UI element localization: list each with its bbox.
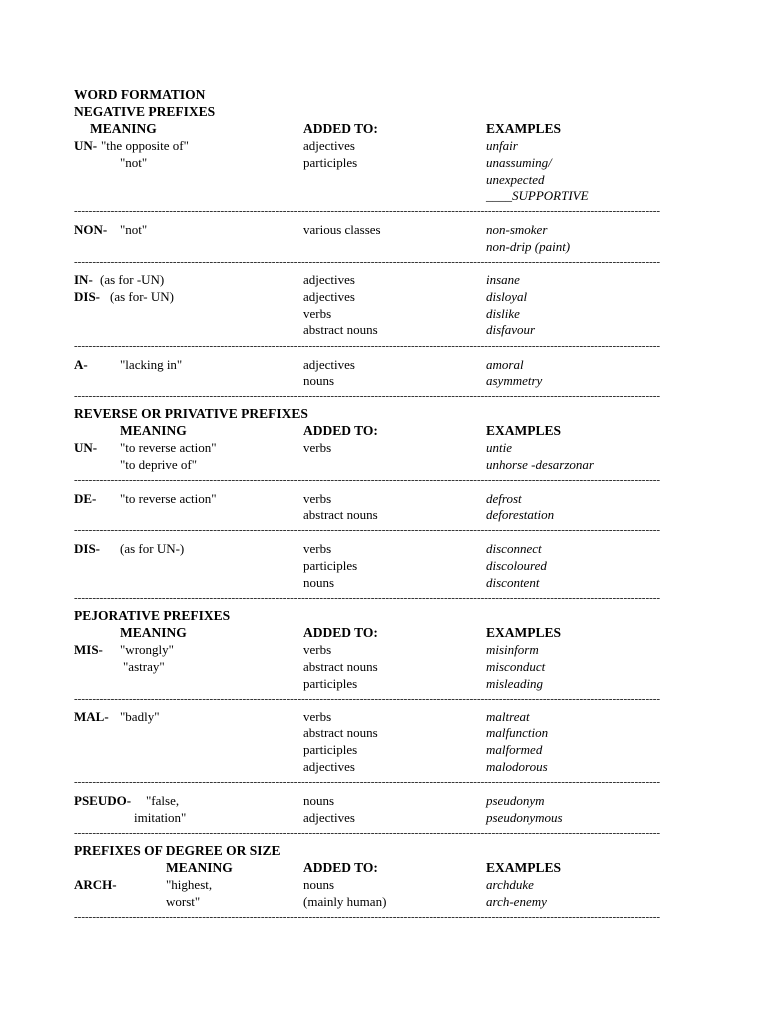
section-title: NEGATIVE PREFIXES xyxy=(74,104,216,119)
meaning-header: MEANING xyxy=(90,121,157,136)
example-cell: pseudonym xyxy=(486,793,545,808)
meaning-header: MEANING xyxy=(166,860,233,875)
prefix-label: DIS- xyxy=(74,289,101,304)
added-to-cell: abstract nouns xyxy=(303,507,378,522)
prefix-label: IN- xyxy=(74,272,93,287)
section-title: PEJORATIVE PREFIXES xyxy=(74,608,231,623)
meaning-cell: imitation" xyxy=(134,810,187,825)
prefix-label: UN- xyxy=(74,440,98,455)
example-cell: discontent xyxy=(486,575,540,590)
meaning-cell: "to reverse action" xyxy=(120,491,217,506)
separator-line: ---------------------------------------------------------------------------------------------------------------------------------------------------------------- xyxy=(74,912,661,923)
prefix-label: MAL- xyxy=(74,709,109,724)
separator-line: ---------------------------------------------------------------------------------------------------------------------------------------------------------------- xyxy=(74,593,661,604)
example-cell: non-smoker xyxy=(486,222,548,237)
added-to-cell: nouns xyxy=(303,575,335,590)
added-to-cell: verbs xyxy=(303,306,332,321)
example-cell: pseudonymous xyxy=(486,810,563,825)
example-cell: deforestation xyxy=(486,507,555,522)
example-cell: misleading xyxy=(486,676,544,691)
example-cell: unhorse -desarzonar xyxy=(486,457,594,472)
added-to-cell: participles xyxy=(303,558,358,573)
example-cell: malfunction xyxy=(486,725,549,740)
example-cell: non-drip (paint) xyxy=(486,239,571,254)
separator-line: ---------------------------------------------------------------------------------------------------------------------------------------------------------------- xyxy=(74,525,661,536)
meaning-cell: "badly" xyxy=(120,709,160,724)
added-to-cell: verbs xyxy=(303,491,332,506)
example-cell: asymmetry xyxy=(486,373,543,388)
added-to-cell: participles xyxy=(303,742,358,757)
example-cell: unassuming/ xyxy=(486,155,552,170)
examples-header: EXAMPLES xyxy=(486,121,562,136)
meaning-cell: "the opposite of" xyxy=(101,138,189,153)
example-cell: arch-enemy xyxy=(486,894,547,909)
meaning-header: MEANING xyxy=(120,423,187,438)
prefix-label: ARCH- xyxy=(74,877,117,892)
example-cell: discoloured xyxy=(486,558,547,573)
separator-line: ---------------------------------------------------------------------------------------------------------------------------------------------------------------- xyxy=(74,475,661,486)
added-to-cell: participles xyxy=(303,676,358,691)
document-title: WORD FORMATION xyxy=(74,87,206,102)
example-cell: misconduct xyxy=(486,659,546,674)
meaning-cell: "false, xyxy=(146,793,180,808)
prefix-label: NON- xyxy=(74,222,108,237)
added-to-header: ADDED TO: xyxy=(303,860,378,875)
prefix-label: MIS- xyxy=(74,642,103,657)
separator-line: ---------------------------------------------------------------------------------------------------------------------------------------------------------------- xyxy=(74,391,661,402)
added-to-cell: nouns xyxy=(303,877,335,892)
added-to-header: ADDED TO: xyxy=(303,423,378,438)
examples-header: EXAMPLES xyxy=(486,625,562,640)
added-to-cell: nouns xyxy=(303,373,335,388)
meaning-cell: "astray" xyxy=(123,659,165,674)
added-to-cell: nouns xyxy=(303,793,335,808)
section-title: PREFIXES OF DEGREE OR SIZE xyxy=(74,843,281,858)
meaning-cell: (as for UN-) xyxy=(120,541,185,556)
added-to-cell: abstract nouns xyxy=(303,659,378,674)
added-to-cell: adjectives xyxy=(303,357,355,372)
separator-line: ---------------------------------------------------------------------------------------------------------------------------------------------------------------- xyxy=(74,206,661,217)
meaning-cell: (as for -UN) xyxy=(100,272,165,287)
meaning-cell: "to reverse action" xyxy=(120,440,217,455)
example-cell: dislike xyxy=(486,306,520,321)
separator-line: ---------------------------------------------------------------------------------------------------------------------------------------------------------------- xyxy=(74,341,661,352)
meaning-cell: worst" xyxy=(166,894,201,909)
meaning-cell: "not" xyxy=(120,222,148,237)
added-to-cell: verbs xyxy=(303,709,332,724)
separator-line: ---------------------------------------------------------------------------------------------------------------------------------------------------------------- xyxy=(74,257,661,268)
example-cell: maltreat xyxy=(486,709,530,724)
examples-header: EXAMPLES xyxy=(486,860,562,875)
separator-line: ---------------------------------------------------------------------------------------------------------------------------------------------------------------- xyxy=(74,694,661,705)
added-to-cell: (mainly human) xyxy=(303,894,387,909)
added-to-cell: verbs xyxy=(303,642,332,657)
added-to-cell: participles xyxy=(303,155,358,170)
prefix-label: A- xyxy=(74,357,88,372)
added-to-header: ADDED TO: xyxy=(303,625,378,640)
meaning-cell: (as for- UN) xyxy=(110,289,174,304)
separator-line: ---------------------------------------------------------------------------------------------------------------------------------------------------------------- xyxy=(74,777,661,788)
added-to-cell: abstract nouns xyxy=(303,322,378,337)
added-to-header: ADDED TO: xyxy=(303,121,378,136)
examples-header: EXAMPLES xyxy=(486,423,562,438)
example-cell: amoral xyxy=(486,357,524,372)
added-to-cell: verbs xyxy=(303,440,332,455)
added-to-cell: adjectives xyxy=(303,138,355,153)
prefix-label: PSEUDO- xyxy=(74,793,132,808)
added-to-cell: adjectives xyxy=(303,759,355,774)
added-to-cell: abstract nouns xyxy=(303,725,378,740)
example-cell: untie xyxy=(486,440,512,455)
meaning-header: MEANING xyxy=(120,625,187,640)
example-cell: insane xyxy=(486,272,520,287)
example-cell: misinform xyxy=(486,642,539,657)
added-to-cell: adjectives xyxy=(303,810,355,825)
meaning-cell: "highest, xyxy=(166,877,213,892)
example-cell: disloyal xyxy=(486,289,528,304)
meaning-cell: "to deprive of" xyxy=(120,457,198,472)
prefix-label: UN- xyxy=(74,138,98,153)
separator-line: ---------------------------------------------------------------------------------------------------------------------------------------------------------------- xyxy=(74,828,661,839)
example-cell: defrost xyxy=(486,491,522,506)
example-cell: archduke xyxy=(486,877,534,892)
example-cell: unexpected xyxy=(486,172,545,187)
added-to-cell: adjectives xyxy=(303,289,355,304)
example-cell: ____SUPPORTIVE xyxy=(486,188,589,203)
meaning-cell: "wrongly" xyxy=(120,642,174,657)
example-cell: unfair xyxy=(486,138,518,153)
example-cell: disfavour xyxy=(486,322,536,337)
added-to-cell: various classes xyxy=(303,222,381,237)
example-cell: disconnect xyxy=(486,541,542,556)
example-cell: malformed xyxy=(486,742,543,757)
example-cell: malodorous xyxy=(486,759,548,774)
added-to-cell: verbs xyxy=(303,541,332,556)
meaning-cell: "not" xyxy=(120,155,148,170)
prefix-label: DIS- xyxy=(74,541,101,556)
section-title: REVERSE OR PRIVATIVE PREFIXES xyxy=(74,406,308,421)
prefix-label: DE- xyxy=(74,491,97,506)
added-to-cell: adjectives xyxy=(303,272,355,287)
meaning-cell: "lacking in" xyxy=(120,357,183,372)
